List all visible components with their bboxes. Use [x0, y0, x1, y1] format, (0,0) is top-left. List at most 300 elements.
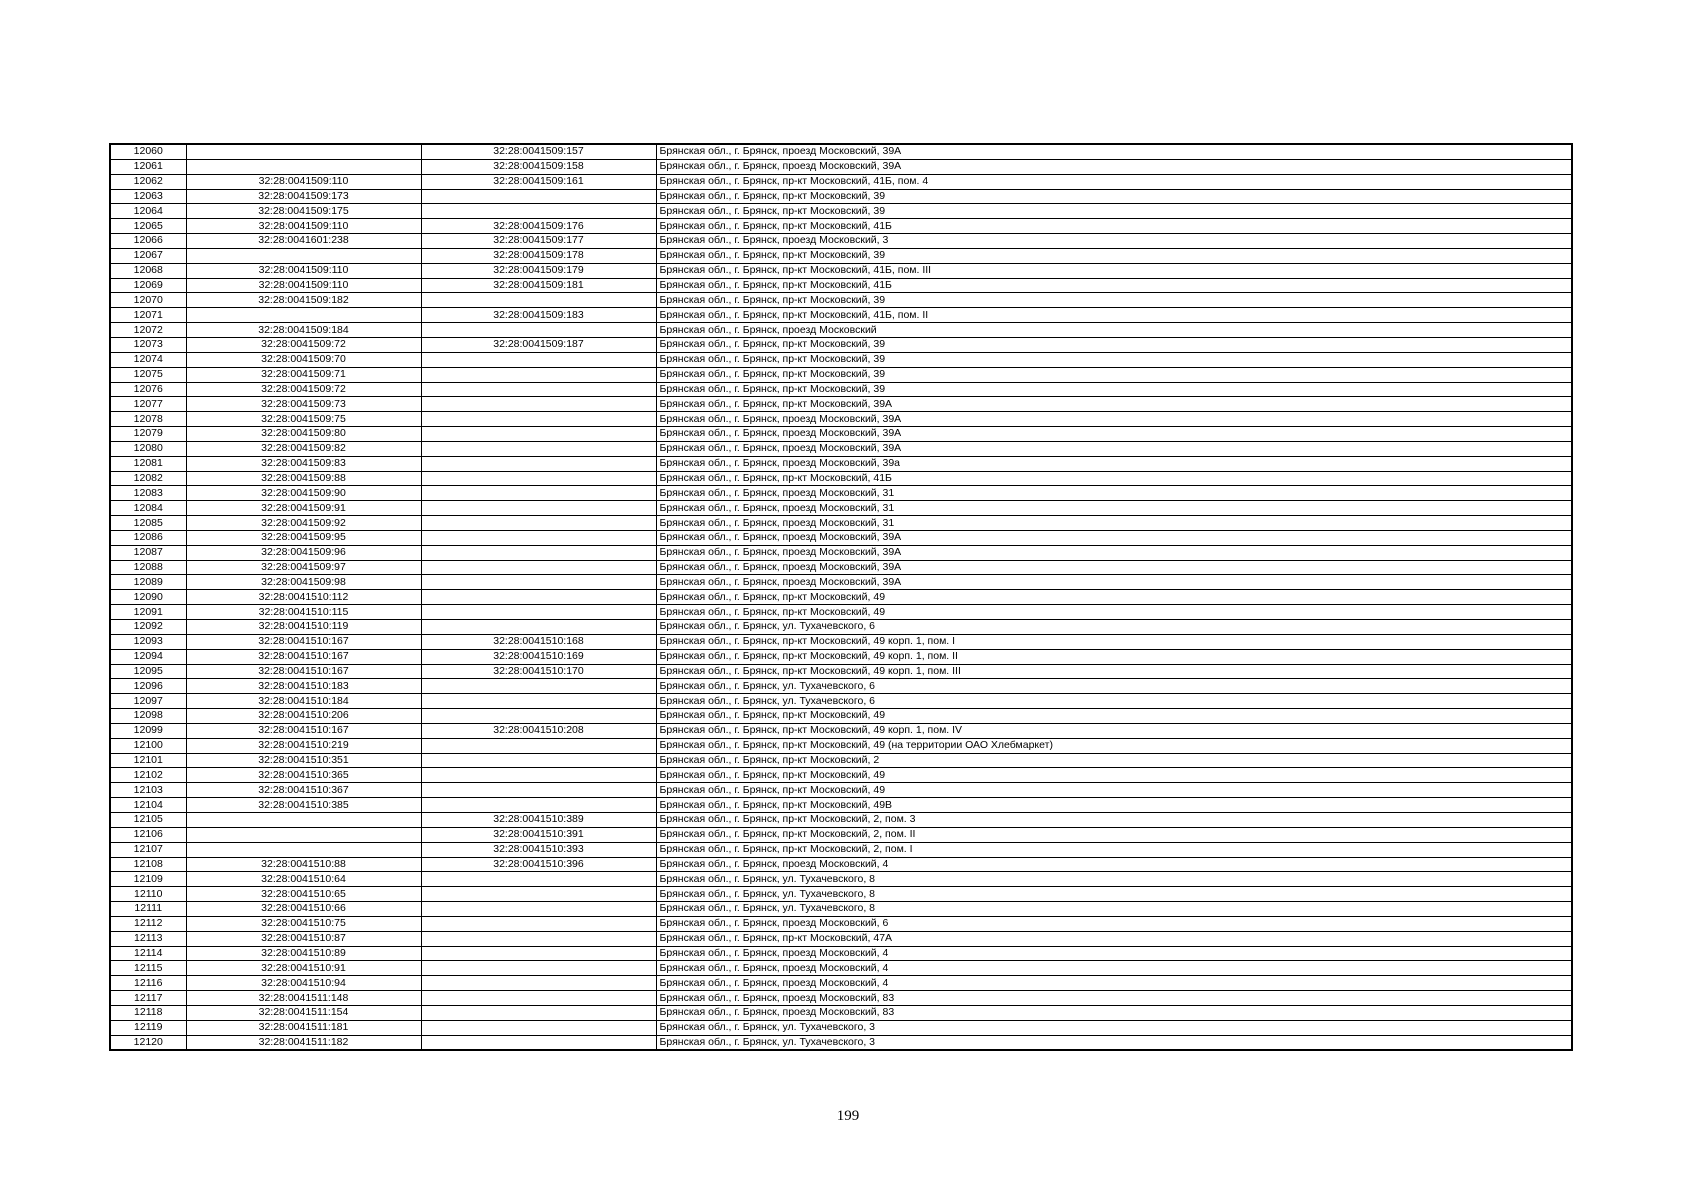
address-cell: Брянская обл., г. Брянск, ул. Тухачевского, 3 [656, 1035, 1572, 1050]
new-cadastral-number-cell [421, 590, 656, 605]
address-cell: Брянская обл., г. Брянск, пр-кт Московский, 49 корп. 1, пом. II [656, 649, 1572, 664]
row-number-cell: 12107 [110, 842, 186, 857]
address-cell: Брянская обл., г. Брянск, проезд Московский, 39А [656, 159, 1572, 174]
new-cadastral-number-cell [421, 1035, 656, 1050]
new-cadastral-number-cell [421, 1020, 656, 1035]
row-number-cell: 12074 [110, 352, 186, 367]
table-row [110, 412, 1572, 427]
table-row [110, 931, 1572, 946]
old-cadastral-number-cell: 32:28:0041510:88 [186, 857, 421, 872]
address-cell: Брянская обл., г. Брянск, проезд Московский, 39А [656, 144, 1572, 159]
table-row [110, 352, 1572, 367]
address-cell: Брянская обл., г. Брянск, пр-кт Московский, 41Б [656, 471, 1572, 486]
row-number-cell: 12098 [110, 709, 186, 724]
old-cadastral-number-cell: 32:28:0041509:175 [186, 204, 421, 219]
address-cell: Брянская обл., г. Брянск, проезд Московский, 4 [656, 976, 1572, 991]
row-number-cell: 12091 [110, 605, 186, 620]
new-cadastral-number-cell [421, 738, 656, 753]
table-row [110, 783, 1572, 798]
new-cadastral-number-cell: 32:28:0041510:389 [421, 812, 656, 827]
table-row [110, 501, 1572, 516]
new-cadastral-number-cell: 32:28:0041509:183 [421, 308, 656, 323]
address-cell: Брянская обл., г. Брянск, ул. Тухачевского, 6 [656, 694, 1572, 709]
old-cadastral-number-cell: 32:28:0041511:181 [186, 1020, 421, 1035]
table-row [110, 872, 1572, 887]
row-number-cell: 12060 [110, 144, 186, 159]
address-cell: Брянская обл., г. Брянск, проезд Московский, 31 [656, 486, 1572, 501]
table-row [110, 545, 1572, 560]
old-cadastral-number-cell: 32:28:0041509:184 [186, 323, 421, 338]
new-cadastral-number-cell [421, 783, 656, 798]
address-cell: Брянская обл., г. Брянск, пр-кт Московский, 49 корп. 1, пом. III [656, 664, 1572, 679]
old-cadastral-number-cell: 32:28:0041510:206 [186, 709, 421, 724]
address-cell: Брянская обл., г. Брянск, проезд Московский, 39А [656, 560, 1572, 575]
old-cadastral-number-cell: 32:28:0041510:167 [186, 634, 421, 649]
new-cadastral-number-cell [421, 323, 656, 338]
new-cadastral-number-cell [421, 946, 656, 961]
table-row [110, 278, 1572, 293]
new-cadastral-number-cell [421, 382, 656, 397]
table-row [110, 590, 1572, 605]
old-cadastral-number-cell: 32:28:0041510:167 [186, 723, 421, 738]
row-number-cell: 12102 [110, 768, 186, 783]
table-row [110, 367, 1572, 382]
row-number-cell: 12101 [110, 753, 186, 768]
new-cadastral-number-cell: 32:28:0041510:396 [421, 857, 656, 872]
table-row [110, 916, 1572, 931]
table-row [110, 263, 1572, 278]
table-row [110, 471, 1572, 486]
row-number-cell: 12076 [110, 382, 186, 397]
old-cadastral-number-cell: 32:28:0041510:91 [186, 961, 421, 976]
table-row [110, 323, 1572, 338]
address-cell: Брянская обл., г. Брянск, ул. Тухачевского, 8 [656, 902, 1572, 917]
old-cadastral-number-cell: 32:28:0041510:119 [186, 620, 421, 635]
row-number-cell: 12117 [110, 991, 186, 1006]
address-cell: Брянская обл., г. Брянск, проезд Московский, 3 [656, 234, 1572, 249]
address-cell: Брянская обл., г. Брянск, пр-кт Московский, 39 [656, 189, 1572, 204]
row-number-cell: 12111 [110, 902, 186, 917]
row-number-cell: 12114 [110, 946, 186, 961]
address-cell: Брянская обл., г. Брянск, пр-кт Московский, 49 (на территории ОАО Хлебмаркет) [656, 738, 1572, 753]
old-cadastral-number-cell: 32:28:0041509:88 [186, 471, 421, 486]
table-row [110, 144, 1572, 159]
new-cadastral-number-cell [421, 768, 656, 783]
table-body [110, 144, 1572, 1050]
old-cadastral-number-cell: 32:28:0041509:96 [186, 545, 421, 560]
address-cell: Брянская обл., г. Брянск, пр-кт Московский, 39 [656, 367, 1572, 382]
old-cadastral-number-cell [186, 812, 421, 827]
new-cadastral-number-cell [421, 931, 656, 946]
row-number-cell: 12090 [110, 590, 186, 605]
new-cadastral-number-cell: 32:28:0041509:161 [421, 174, 656, 189]
old-cadastral-number-cell: 32:28:0041510:365 [186, 768, 421, 783]
old-cadastral-number-cell: 32:28:0041509:110 [186, 278, 421, 293]
table-row [110, 961, 1572, 976]
table-row [110, 1005, 1572, 1020]
new-cadastral-number-cell [421, 976, 656, 991]
old-cadastral-number-cell: 32:28:0041510:351 [186, 753, 421, 768]
new-cadastral-number-cell [421, 605, 656, 620]
table-row [110, 1035, 1572, 1050]
row-number-cell: 12067 [110, 248, 186, 263]
address-cell: Брянская обл., г. Брянск, пр-кт Московский, 2 [656, 753, 1572, 768]
old-cadastral-number-cell: 32:28:0041509:71 [186, 367, 421, 382]
row-number-cell: 12099 [110, 723, 186, 738]
row-number-cell: 12062 [110, 174, 186, 189]
old-cadastral-number-cell: 32:28:0041509:182 [186, 293, 421, 308]
address-cell: Брянская обл., г. Брянск, пр-кт Московский, 2, пом. II [656, 827, 1572, 842]
address-cell: Брянская обл., г. Брянск, проезд Московский, 4 [656, 946, 1572, 961]
old-cadastral-number-cell: 32:28:0041510:183 [186, 679, 421, 694]
table-row [110, 976, 1572, 991]
row-number-cell: 12100 [110, 738, 186, 753]
table-row [110, 605, 1572, 620]
table-row [110, 664, 1572, 679]
new-cadastral-number-cell: 32:28:0041509:157 [421, 144, 656, 159]
new-cadastral-number-cell [421, 798, 656, 813]
table-row [110, 768, 1572, 783]
row-number-cell: 12092 [110, 620, 186, 635]
row-number-cell: 12069 [110, 278, 186, 293]
new-cadastral-number-cell: 32:28:0041509:158 [421, 159, 656, 174]
row-number-cell: 12068 [110, 263, 186, 278]
address-cell: Брянская обл., г. Брянск, пр-кт Московский, 49 [656, 783, 1572, 798]
new-cadastral-number-cell: 32:28:0041509:181 [421, 278, 656, 293]
address-cell: Брянская обл., г. Брянск, пр-кт Московский, 39 [656, 352, 1572, 367]
address-cell: Брянская обл., г. Брянск, пр-кт Московский, 39 [656, 337, 1572, 352]
address-cell: Брянская обл., г. Брянск, проезд Московский [656, 323, 1572, 338]
new-cadastral-number-cell: 32:28:0041509:178 [421, 248, 656, 263]
old-cadastral-number-cell: 32:28:0041510:115 [186, 605, 421, 620]
old-cadastral-number-cell: 32:28:0041509:72 [186, 382, 421, 397]
old-cadastral-number-cell: 32:28:0041509:110 [186, 263, 421, 278]
table-row [110, 649, 1572, 664]
table-row [110, 308, 1572, 323]
old-cadastral-number-cell: 32:28:0041509:83 [186, 456, 421, 471]
address-cell: Брянская обл., г. Брянск, пр-кт Московский, 41Б, пом. II [656, 308, 1572, 323]
new-cadastral-number-cell: 32:28:0041510:208 [421, 723, 656, 738]
table-row [110, 991, 1572, 1006]
new-cadastral-number-cell: 32:28:0041510:169 [421, 649, 656, 664]
new-cadastral-number-cell [421, 991, 656, 1006]
row-number-cell: 12063 [110, 189, 186, 204]
address-cell: Брянская обл., г. Брянск, пр-кт Московский, 49 [656, 709, 1572, 724]
table-row [110, 842, 1572, 857]
row-number-cell: 12120 [110, 1035, 186, 1050]
new-cadastral-number-cell [421, 293, 656, 308]
table-row [110, 634, 1572, 649]
address-cell: Брянская обл., г. Брянск, ул. Тухачевского, 6 [656, 620, 1572, 635]
old-cadastral-number-cell: 32:28:0041510:385 [186, 798, 421, 813]
address-cell: Брянская обл., г. Брянск, проезд Московский, 39А [656, 441, 1572, 456]
new-cadastral-number-cell [421, 560, 656, 575]
table-row [110, 530, 1572, 545]
row-number-cell: 12112 [110, 916, 186, 931]
old-cadastral-number-cell: 32:28:0041509:75 [186, 412, 421, 427]
old-cadastral-number-cell: 32:28:0041509:72 [186, 337, 421, 352]
row-number-cell: 12108 [110, 857, 186, 872]
row-number-cell: 12095 [110, 664, 186, 679]
old-cadastral-number-cell: 32:28:0041511:148 [186, 991, 421, 1006]
table-row [110, 234, 1572, 249]
new-cadastral-number-cell [421, 679, 656, 694]
row-number-cell: 12115 [110, 961, 186, 976]
new-cadastral-number-cell: 32:28:0041510:170 [421, 664, 656, 679]
cadastral-table [109, 143, 1573, 1051]
row-number-cell: 12094 [110, 649, 186, 664]
address-cell: Брянская обл., г. Брянск, проезд Московский, 39А [656, 575, 1572, 590]
row-number-cell: 12072 [110, 323, 186, 338]
address-cell: Брянская обл., г. Брянск, пр-кт Московский, 39 [656, 248, 1572, 263]
row-number-cell: 12061 [110, 159, 186, 174]
new-cadastral-number-cell [421, 575, 656, 590]
old-cadastral-number-cell: 32:28:0041509:92 [186, 516, 421, 531]
row-number-cell: 12097 [110, 694, 186, 709]
new-cadastral-number-cell [421, 916, 656, 931]
table-row [110, 219, 1572, 234]
old-cadastral-number-cell: 32:28:0041509:82 [186, 441, 421, 456]
row-number-cell: 12113 [110, 931, 186, 946]
new-cadastral-number-cell: 32:28:0041509:176 [421, 219, 656, 234]
row-number-cell: 12064 [110, 204, 186, 219]
old-cadastral-number-cell: 32:28:0041509:73 [186, 397, 421, 412]
table-row [110, 620, 1572, 635]
table-row [110, 560, 1572, 575]
address-cell: Брянская обл., г. Брянск, проезд Московский, 83 [656, 991, 1572, 1006]
old-cadastral-number-cell: 32:28:0041509:110 [186, 174, 421, 189]
address-cell: Брянская обл., г. Брянск, ул. Тухачевского, 8 [656, 887, 1572, 902]
page-number: 199 [836, 1108, 860, 1124]
table-row [110, 753, 1572, 768]
row-number-cell: 12093 [110, 634, 186, 649]
table-row [110, 679, 1572, 694]
old-cadastral-number-cell: 32:28:0041510:184 [186, 694, 421, 709]
address-cell: Брянская обл., г. Брянск, пр-кт Московский, 49В [656, 798, 1572, 813]
new-cadastral-number-cell [421, 887, 656, 902]
new-cadastral-number-cell [421, 204, 656, 219]
old-cadastral-number-cell [186, 248, 421, 263]
table-row [110, 441, 1572, 456]
old-cadastral-number-cell: 32:28:0041510:94 [186, 976, 421, 991]
row-number-cell: 12089 [110, 575, 186, 590]
address-cell: Брянская обл., г. Брянск, пр-кт Московский, 39 [656, 204, 1572, 219]
address-cell: Брянская обл., г. Брянск, ул. Тухачевского, 6 [656, 679, 1572, 694]
new-cadastral-number-cell [421, 352, 656, 367]
table-row [110, 857, 1572, 872]
new-cadastral-number-cell: 32:28:0041509:177 [421, 234, 656, 249]
old-cadastral-number-cell: 32:28:0041509:173 [186, 189, 421, 204]
old-cadastral-number-cell: 32:28:0041510:89 [186, 946, 421, 961]
row-number-cell: 12118 [110, 1005, 186, 1020]
row-number-cell: 12119 [110, 1020, 186, 1035]
row-number-cell: 12073 [110, 337, 186, 352]
new-cadastral-number-cell [421, 501, 656, 516]
row-number-cell: 12106 [110, 827, 186, 842]
new-cadastral-number-cell: 32:28:0041509:179 [421, 263, 656, 278]
address-cell: Брянская обл., г. Брянск, проезд Московский, 39А [656, 530, 1572, 545]
row-number-cell: 12104 [110, 798, 186, 813]
row-number-cell: 12065 [110, 219, 186, 234]
row-number-cell: 12110 [110, 887, 186, 902]
address-cell: Брянская обл., г. Брянск, проезд Московский, 4 [656, 857, 1572, 872]
new-cadastral-number-cell [421, 545, 656, 560]
new-cadastral-number-cell [421, 709, 656, 724]
address-cell: Брянская обл., г. Брянск, пр-кт Московский, 47А [656, 931, 1572, 946]
row-number-cell: 12096 [110, 679, 186, 694]
new-cadastral-number-cell [421, 427, 656, 442]
row-number-cell: 12078 [110, 412, 186, 427]
old-cadastral-number-cell: 32:28:0041510:367 [186, 783, 421, 798]
table-row [110, 382, 1572, 397]
new-cadastral-number-cell [421, 189, 656, 204]
address-cell: Брянская обл., г. Брянск, пр-кт Московский, 2, пом. 3 [656, 812, 1572, 827]
table-row [110, 174, 1572, 189]
new-cadastral-number-cell: 32:28:0041509:187 [421, 337, 656, 352]
table-row [110, 1020, 1572, 1035]
table-row [110, 189, 1572, 204]
row-number-cell: 12105 [110, 812, 186, 827]
new-cadastral-number-cell [421, 872, 656, 887]
table-row [110, 248, 1572, 263]
row-number-cell: 12083 [110, 486, 186, 501]
new-cadastral-number-cell [421, 486, 656, 501]
address-cell: Брянская обл., г. Брянск, проезд Московский, 4 [656, 961, 1572, 976]
address-cell: Брянская обл., г. Брянск, ул. Тухачевского, 3 [656, 1020, 1572, 1035]
row-number-cell: 12116 [110, 976, 186, 991]
row-number-cell: 12066 [110, 234, 186, 249]
table-row [110, 902, 1572, 917]
address-cell: Брянская обл., г. Брянск, пр-кт Московский, 39 [656, 382, 1572, 397]
old-cadastral-number-cell: 32:28:0041511:154 [186, 1005, 421, 1020]
address-cell: Брянская обл., г. Брянск, пр-кт Московский, 41Б [656, 278, 1572, 293]
old-cadastral-number-cell: 32:28:0041509:90 [186, 486, 421, 501]
table-row [110, 337, 1572, 352]
address-cell: Брянская обл., г. Брянск, пр-кт Московский, 49 корп. 1, пом. IV [656, 723, 1572, 738]
old-cadastral-number-cell: 32:28:0041509:95 [186, 530, 421, 545]
address-cell: Брянская обл., г. Брянск, пр-кт Московский, 41Б, пом. 4 [656, 174, 1572, 189]
new-cadastral-number-cell [421, 456, 656, 471]
address-cell: Брянская обл., г. Брянск, проезд Московский, 39А [656, 545, 1572, 560]
table-row [110, 427, 1572, 442]
old-cadastral-number-cell: 32:28:0041510:64 [186, 872, 421, 887]
row-number-cell: 12109 [110, 872, 186, 887]
new-cadastral-number-cell [421, 516, 656, 531]
old-cadastral-number-cell: 32:28:0041509:98 [186, 575, 421, 590]
row-number-cell: 12079 [110, 427, 186, 442]
address-cell: Брянская обл., г. Брянск, пр-кт Московский, 41Б [656, 219, 1572, 234]
old-cadastral-number-cell: 32:28:0041510:65 [186, 887, 421, 902]
new-cadastral-number-cell: 32:28:0041510:168 [421, 634, 656, 649]
row-number-cell: 12070 [110, 293, 186, 308]
table-row [110, 516, 1572, 531]
row-number-cell: 12085 [110, 516, 186, 531]
row-number-cell: 12081 [110, 456, 186, 471]
address-cell: Брянская обл., г. Брянск, пр-кт Московский, 39А [656, 397, 1572, 412]
table-row [110, 456, 1572, 471]
new-cadastral-number-cell [421, 620, 656, 635]
old-cadastral-number-cell: 32:28:0041601:238 [186, 234, 421, 249]
old-cadastral-number-cell: 32:28:0041510:219 [186, 738, 421, 753]
address-cell: Брянская обл., г. Брянск, проезд Московский, 83 [656, 1005, 1572, 1020]
table-row [110, 694, 1572, 709]
old-cadastral-number-cell: 32:28:0041510:167 [186, 649, 421, 664]
table-row [110, 738, 1572, 753]
address-cell: Брянская обл., г. Брянск, пр-кт Московский, 49 корп. 1, пом. I [656, 634, 1572, 649]
new-cadastral-number-cell [421, 441, 656, 456]
old-cadastral-number-cell [186, 159, 421, 174]
new-cadastral-number-cell: 32:28:0041510:391 [421, 827, 656, 842]
row-number-cell: 12082 [110, 471, 186, 486]
row-number-cell: 12088 [110, 560, 186, 575]
table-row [110, 887, 1572, 902]
old-cadastral-number-cell: 32:28:0041510:87 [186, 931, 421, 946]
old-cadastral-number-cell [186, 842, 421, 857]
address-cell: Брянская обл., г. Брянск, пр-кт Московский, 39 [656, 293, 1572, 308]
row-number-cell: 12086 [110, 530, 186, 545]
table-row [110, 723, 1572, 738]
row-number-cell: 12103 [110, 783, 186, 798]
old-cadastral-number-cell: 32:28:0041510:112 [186, 590, 421, 605]
table-row [110, 204, 1572, 219]
row-number-cell: 12077 [110, 397, 186, 412]
address-cell: Брянская обл., г. Брянск, пр-кт Московский, 49 [656, 605, 1572, 620]
address-cell: Брянская обл., г. Брянск, пр-кт Московский, 41Б, пом. III [656, 263, 1572, 278]
new-cadastral-number-cell [421, 367, 656, 382]
table-row [110, 293, 1572, 308]
old-cadastral-number-cell [186, 144, 421, 159]
old-cadastral-number-cell: 32:28:0041510:167 [186, 664, 421, 679]
address-cell: Брянская обл., г. Брянск, проезд Московский, 39А [656, 412, 1572, 427]
old-cadastral-number-cell: 32:28:0041509:97 [186, 560, 421, 575]
table-row [110, 812, 1572, 827]
table-row [110, 709, 1572, 724]
new-cadastral-number-cell [421, 902, 656, 917]
old-cadastral-number-cell: 32:28:0041509:70 [186, 352, 421, 367]
new-cadastral-number-cell [421, 530, 656, 545]
address-cell: Брянская обл., г. Брянск, проезд Московский, 39А [656, 427, 1572, 442]
address-cell: Брянская обл., г. Брянск, проезд Московский, 6 [656, 916, 1572, 931]
old-cadastral-number-cell: 32:28:0041510:66 [186, 902, 421, 917]
old-cadastral-number-cell: 32:28:0041509:91 [186, 501, 421, 516]
new-cadastral-number-cell [421, 397, 656, 412]
address-cell: Брянская обл., г. Брянск, проезд Московский, 31 [656, 516, 1572, 531]
row-number-cell: 12080 [110, 441, 186, 456]
table-row [110, 159, 1572, 174]
row-number-cell: 12075 [110, 367, 186, 382]
table-row [110, 486, 1572, 501]
new-cadastral-number-cell [421, 412, 656, 427]
row-number-cell: 12071 [110, 308, 186, 323]
address-cell: Брянская обл., г. Брянск, проезд Московский, 31 [656, 501, 1572, 516]
old-cadastral-number-cell: 32:28:0041511:182 [186, 1035, 421, 1050]
table-row [110, 946, 1572, 961]
address-cell: Брянская обл., г. Брянск, проезд Московский, 39а [656, 456, 1572, 471]
address-cell: Брянская обл., г. Брянск, пр-кт Московский, 49 [656, 768, 1572, 783]
table-row [110, 798, 1572, 813]
new-cadastral-number-cell [421, 694, 656, 709]
address-cell: Брянская обл., г. Брянск, пр-кт Московский, 49 [656, 590, 1572, 605]
new-cadastral-number-cell [421, 961, 656, 976]
address-cell: Брянская обл., г. Брянск, ул. Тухачевского, 8 [656, 872, 1572, 887]
old-cadastral-number-cell [186, 308, 421, 323]
new-cadastral-number-cell [421, 1005, 656, 1020]
old-cadastral-number-cell [186, 827, 421, 842]
new-cadastral-number-cell [421, 471, 656, 486]
old-cadastral-number-cell: 32:28:0041509:110 [186, 219, 421, 234]
old-cadastral-number-cell: 32:28:0041509:80 [186, 427, 421, 442]
new-cadastral-number-cell [421, 753, 656, 768]
